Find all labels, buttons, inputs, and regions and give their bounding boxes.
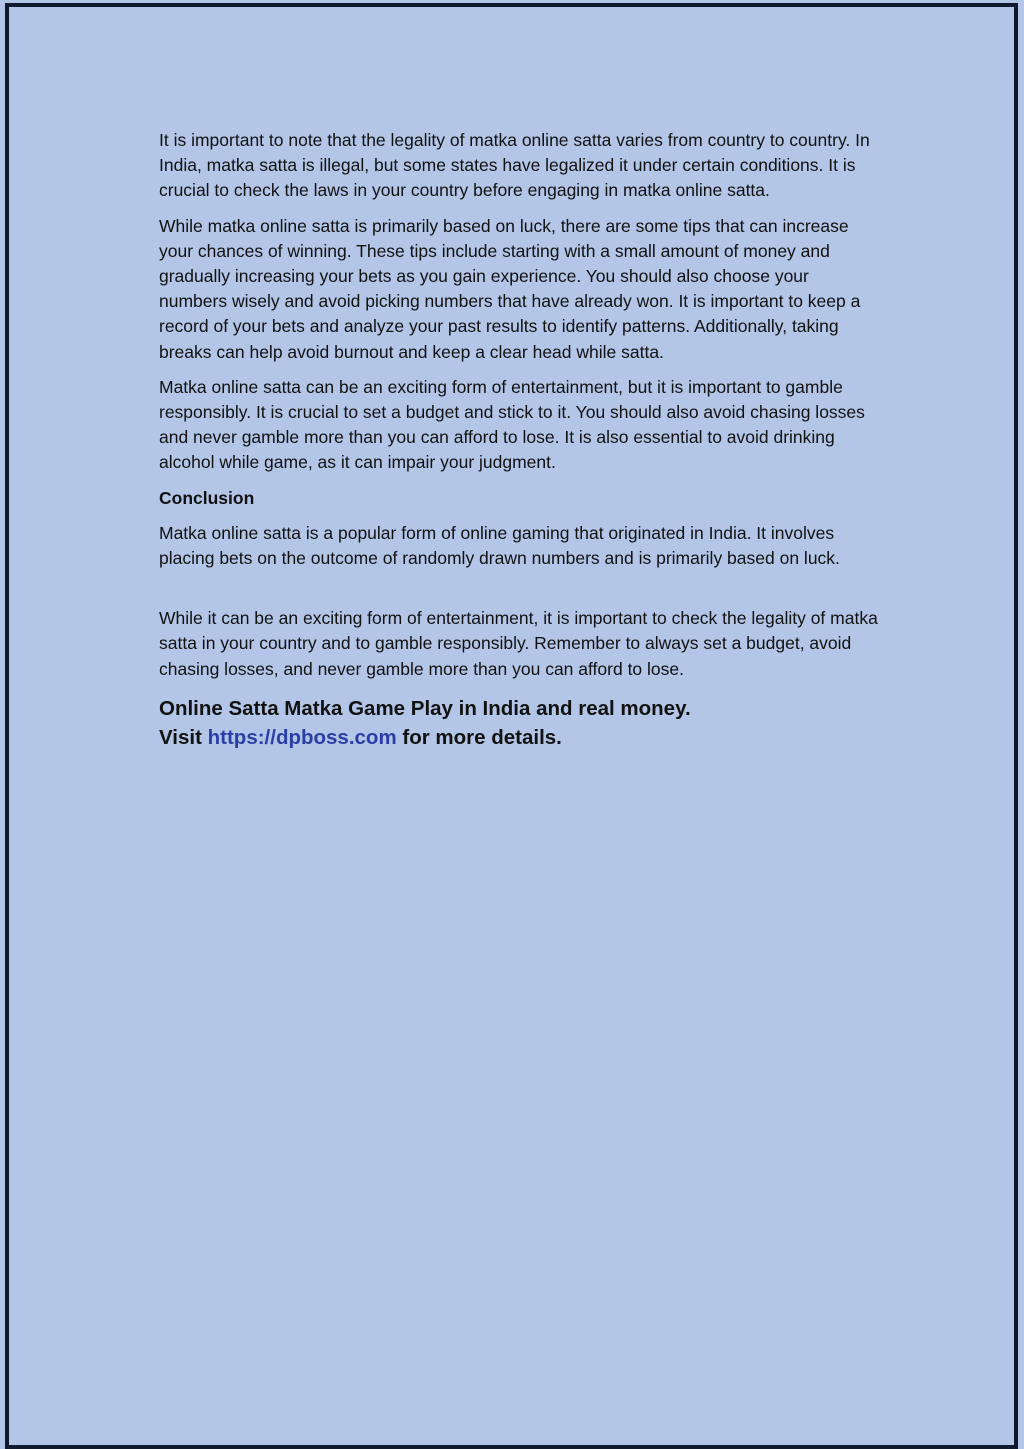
paragraph-legality: It is important to note that the legality of matka online satta varies from country to country. In India, matka satta is illegal, but some states have legalized it under certain conditions. It is crucial to check the laws in your country before engaging in matka online satta.: [159, 130, 870, 201]
paragraph-responsible: Matka online satta can be an exciting form of entertainment, but it is important to gamble responsibly. It is crucial to set a budget and stick to it. You should also avoid chasing losses and never gamble more than you can afford to lose. It is also essential to avoid drinking alcohol while game, as it can impair your judgment.: [159, 376, 865, 473]
promo-block: [159, 694, 879, 752]
conclusion-heading: Conclusion: [159, 487, 255, 508]
dpboss-link[interactable]: https://dpboss.com: [207, 725, 397, 749]
promo-visit-line: [159, 723, 879, 752]
promo-suffix-text: for more details.: [396, 725, 562, 749]
conclusion-paragraph-1: Matka online satta is a popular form of online gaming that originated in India. It involves placing bets on the outcome of randomly drawn numbers and is primarily based on luck.: [159, 522, 840, 569]
promo-visit-text: Visit: [159, 725, 208, 749]
document-page: [5, 3, 1018, 1449]
promo-title: Online Satta Matka Game Play in India and real money.: [159, 696, 691, 720]
paragraph-tips: While matka online satta is primarily based on luck, there are some tips that can increase your chances of winning. These tips include starting with a small amount of money and gradually increasing your bets as you gain experience. You should also choose your numbers wisely and avoid picking numbers that have already won. It is important to keep a record of your bets and analyze your past results to identify patterns. Additionally, taking breaks can help avoid burnout and keep a clear head while satta.: [159, 215, 861, 362]
document-body: [159, 128, 879, 752]
conclusion-paragraph-2: While it can be an exciting form of entertainment, it is important to check the legality of matka satta in your country and to gamble responsibly. Remember to always set a budget, avoid chasing losses, and never gamble more than you can afford to lose.: [159, 608, 878, 679]
